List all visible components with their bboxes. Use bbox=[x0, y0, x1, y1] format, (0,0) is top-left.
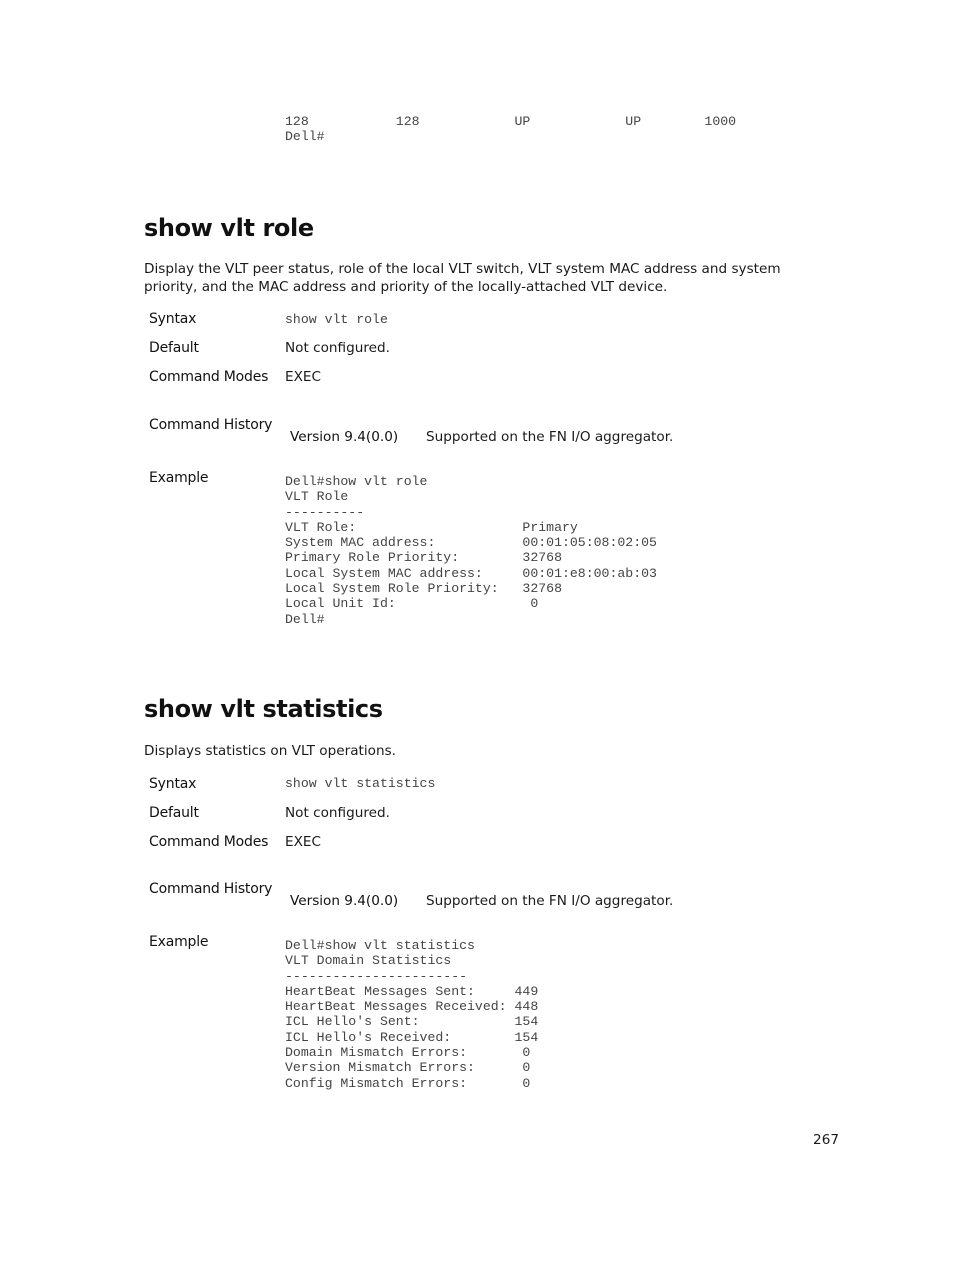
default-value: Not configured. bbox=[285, 805, 390, 821]
default-label: Default bbox=[149, 340, 199, 356]
command-modes-label: Command Modes bbox=[149, 834, 269, 850]
command-modes-value: EXEC bbox=[285, 369, 321, 385]
history-description: Supported on the FN I/O aggregator. bbox=[426, 429, 674, 445]
default-value: Not configured. bbox=[285, 340, 390, 356]
command-modes-value: EXEC bbox=[285, 834, 321, 850]
example-code-block: Dell#show vlt statistics VLT Domain Statistics ----------------------- HeartBeat Messages Sent: 449 HeartBeat Messages Received: 448 ICL Hello's Sent: 154 ICL Hello's Received: 154 Domain Mismatch Errors: 0 Version Mismatch Errors: 0 Config Mismatch Errors: 0 bbox=[285, 938, 539, 1091]
section-title: show vlt statistics bbox=[144, 695, 383, 723]
continued-code-block: 128 128 UP UP 1000 Dell# bbox=[285, 114, 737, 145]
example-code-block: Dell#show vlt role VLT Role ---------- VLT Role: Primary System MAC address: 00:01:05:08:02:05 Primary Role Priority: 32768 Local System MAC address: 00:01:e8:00:ab:03 Local System Role Priority: 32768 Local Unit Id: 0 Dell# bbox=[285, 474, 657, 627]
default-label: Default bbox=[149, 805, 199, 821]
command-history-label: Command History bbox=[149, 417, 273, 433]
history-description: Supported on the FN I/O aggregator. bbox=[426, 893, 674, 909]
command-history-label: Command History bbox=[149, 881, 273, 897]
history-version: Version 9.4(0.0) bbox=[290, 893, 399, 909]
syntax-code: show vlt statistics bbox=[285, 776, 436, 791]
syntax-label: Syntax bbox=[149, 311, 197, 327]
page-number: 267 bbox=[813, 1132, 839, 1148]
section-description: Display the VLT peer status, role of the local VLT switch, VLT system MAC address and system priority, and the MAC address and priority of the locally-attached VLT device. bbox=[144, 261, 781, 295]
history-version: Version 9.4(0.0) bbox=[290, 429, 399, 445]
section-description: Displays statistics on VLT operations. bbox=[144, 743, 396, 759]
example-label: Example bbox=[149, 934, 209, 950]
command-modes-label: Command Modes bbox=[149, 369, 269, 385]
syntax-label: Syntax bbox=[149, 776, 197, 792]
example-label: Example bbox=[149, 470, 209, 486]
section-title: show vlt role bbox=[144, 214, 314, 242]
syntax-code: show vlt role bbox=[285, 312, 388, 327]
